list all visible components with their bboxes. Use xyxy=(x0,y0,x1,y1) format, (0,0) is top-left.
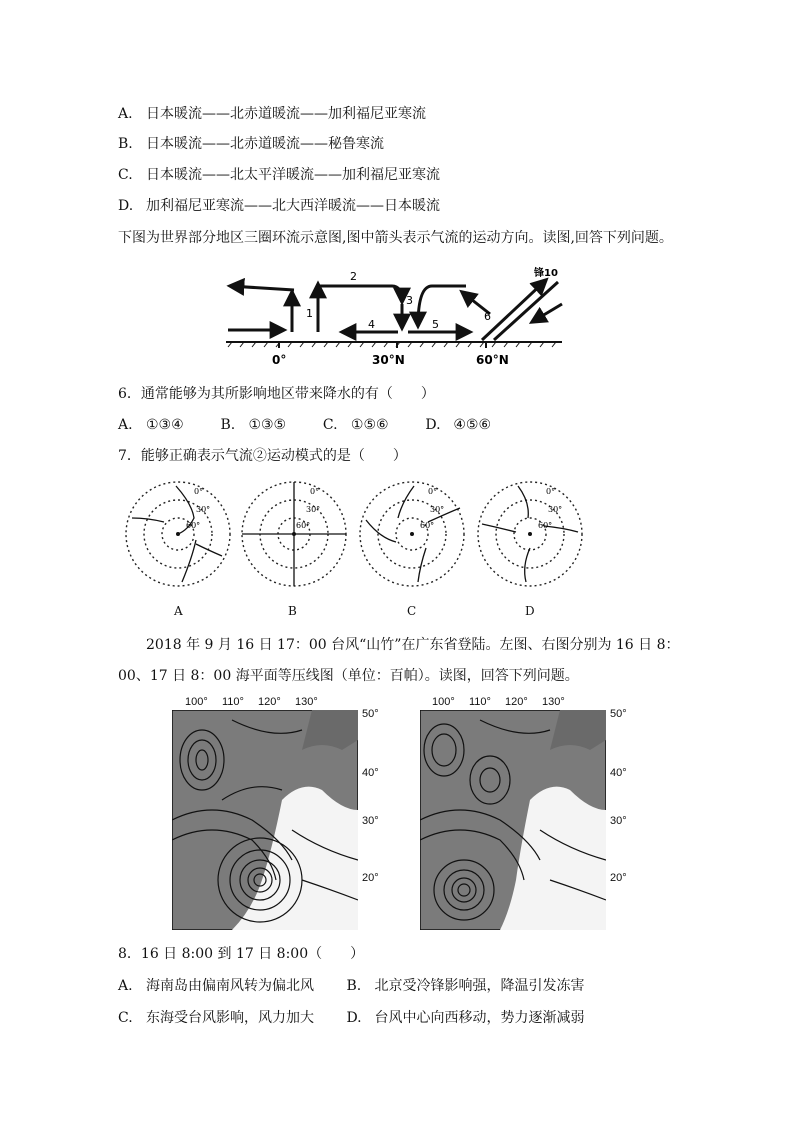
polar-panel-d xyxy=(474,478,586,590)
option-text: ①⑤⑥ xyxy=(350,417,389,433)
lon-120-r: 120° xyxy=(505,696,528,708)
option-text: 日本暖流——北赤道暖流——加利福尼亚寒流 xyxy=(146,106,426,122)
lon-130-r: 130° xyxy=(542,696,565,708)
lat-0: 0° xyxy=(272,353,287,367)
option-text: 东海受台风影响，风力加大 xyxy=(146,1010,314,1026)
num-5: 5 xyxy=(432,318,439,331)
q5-option-c xyxy=(118,166,440,184)
lat-60: 60°N xyxy=(476,353,509,367)
svg-text:30°: 30° xyxy=(196,505,211,514)
front-line-1 xyxy=(482,280,546,340)
svg-text:0°: 0° xyxy=(194,487,204,496)
option-letter: C. xyxy=(118,167,133,183)
lat-30-r: 30° xyxy=(610,815,627,827)
arrow-upper-left xyxy=(230,286,294,290)
q5-option-a xyxy=(118,105,426,123)
option-letter: A. xyxy=(118,106,133,122)
corner-label: 锋10 xyxy=(534,268,558,279)
panel-label-d: D xyxy=(525,604,535,618)
lat-40: 40° xyxy=(362,767,379,779)
q7-stem: 7．能够正确表示气流②运动模式的是（ ） xyxy=(118,448,407,464)
svg-text:30°: 30° xyxy=(430,505,445,514)
svg-text:60°: 60° xyxy=(186,521,201,530)
right-isobar-map xyxy=(420,710,606,930)
num-4: 4 xyxy=(368,318,375,331)
option-letter: C. xyxy=(118,1010,133,1026)
option-letter: C. xyxy=(322,417,338,433)
option-text: ①③⑤ xyxy=(248,417,287,433)
lat-40-r: 40° xyxy=(610,767,627,779)
q8-stem: 8．16 日 8:00 到 17 日 8:00（ ） xyxy=(118,946,365,962)
num-2: 2 xyxy=(350,270,357,283)
option-text: ①③④ xyxy=(146,417,184,433)
svg-text:0°: 0° xyxy=(546,487,556,496)
svg-text:60°: 60° xyxy=(296,521,311,530)
option-text: 加利福尼亚寒流——北大西洋暖流——日本暖流 xyxy=(146,198,440,214)
num-6: 6 xyxy=(484,310,491,323)
q8-options-cd xyxy=(118,1009,584,1027)
option-letter: B. xyxy=(118,136,133,152)
option-text: 台风中心向西移动，势力逐渐减弱 xyxy=(374,1010,585,1026)
typhoon-intro-line2: 00、17 日 8：00 海平面等压线图（单位：百帕）。读图，回答下列问题。 xyxy=(118,668,579,684)
panel-label-a: A xyxy=(174,604,183,618)
lat-30: 30° xyxy=(362,815,379,827)
svg-text:60°: 60° xyxy=(420,521,435,530)
option-letter: D. xyxy=(346,1010,362,1026)
option-text: 日本暖流——北赤道暖流——秘鲁寒流 xyxy=(146,136,384,152)
polar-arrow xyxy=(532,304,562,322)
panel-label-b: B xyxy=(288,604,297,618)
svg-text:60°: 60° xyxy=(538,521,553,530)
q5-option-d xyxy=(118,197,440,215)
q8-options-ab xyxy=(118,977,584,995)
option-text: 海南岛由偏南风转为偏北风 xyxy=(146,978,314,994)
q6-stem: 6．通常能够为其所影响地区带来降水的有（ ） xyxy=(118,386,435,402)
option-text: 北京受冷锋影响强，降温引发冻害 xyxy=(374,978,585,994)
panel-label-c: C xyxy=(407,604,417,618)
lat-50: 50° xyxy=(362,708,379,720)
option-letter: B. xyxy=(346,978,362,994)
left-isobar-map xyxy=(172,710,358,930)
svg-text:30°: 30° xyxy=(306,505,321,514)
option-letter: D. xyxy=(118,198,134,214)
arrow-2 xyxy=(320,286,402,302)
option-text: ④⑤⑥ xyxy=(453,417,492,433)
option-letter: B. xyxy=(220,417,236,433)
q5-option-b xyxy=(118,135,384,153)
lat-20: 20° xyxy=(362,872,379,884)
typhoon-intro-line1: 2018 年 9 月 16 日 17：00 台风“山竹”在广东省登陆。左图、右图分别为 16 日 8： xyxy=(146,637,680,653)
polar-panel-b xyxy=(238,478,350,590)
svg-text:0°: 0° xyxy=(428,487,438,496)
option-letter: D. xyxy=(425,417,441,433)
lat-30: 30°N xyxy=(372,353,405,367)
num-1: 1 xyxy=(306,307,313,320)
svg-text:30°: 30° xyxy=(548,505,563,514)
circulation-intro: 下图为世界部分地区三圈环流示意图,图中箭头表示气流的运动方向。读图,回答下列问题。 xyxy=(118,230,673,246)
option-letter: A. xyxy=(118,978,133,994)
arrow-3b xyxy=(418,286,466,326)
lat-50-r: 50° xyxy=(610,708,627,720)
polar-panel-c xyxy=(356,478,468,590)
q6-options xyxy=(118,416,491,434)
lon-100-r: 100° xyxy=(432,696,455,708)
lon-100: 100° xyxy=(185,696,208,708)
lon-130: 130° xyxy=(295,696,318,708)
lon-110-r: 110° xyxy=(469,696,491,708)
lon-110: 110° xyxy=(222,696,244,708)
lat-20-r: 20° xyxy=(610,872,627,884)
num-3: 3 xyxy=(406,294,413,307)
lon-120: 120° xyxy=(258,696,281,708)
svg-text:0°: 0° xyxy=(310,487,320,496)
circulation-figure xyxy=(222,262,574,370)
option-letter: A. xyxy=(118,417,133,433)
option-text: 日本暖流——北太平洋暖流——加利福尼亚寒流 xyxy=(146,167,440,183)
polar-panel-a xyxy=(122,478,234,590)
